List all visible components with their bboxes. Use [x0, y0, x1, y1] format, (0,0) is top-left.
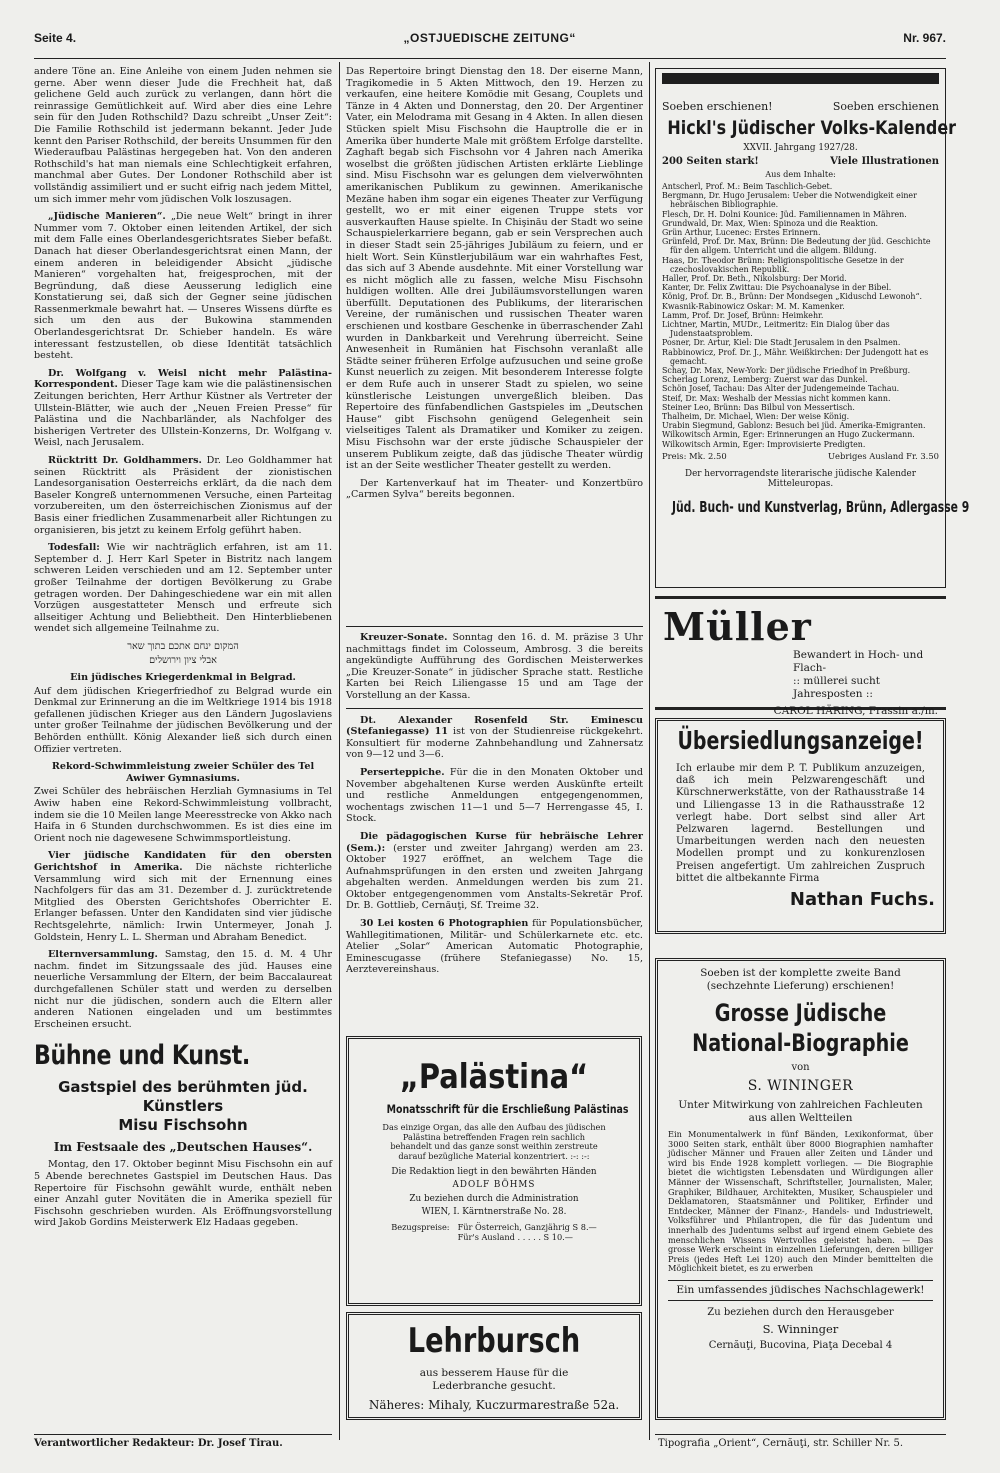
article-schwimm-text: Zwei Schüler des hebräischen Herzliah Gymnasiums in Tel Awiw haben eine Rekord-Schwimmleistung vollbracht, indem sie die 10 Meilen lange Meeresstrecke von Akko nach Haifa in 6 Stunden durchschwommen. Es ist dies eine im Orient noch nie dagewesene Schwimmsportleistung.	[34, 786, 332, 844]
hebrew-line-2: אבלי ציון וירושלים	[149, 654, 217, 666]
notice-kurse-text: (erster und zweiter Jahrgang) werden am 23. Oktober 1927 eröffnet, an welchem Tage die Aufnahmsprüfungen in den ersten und zweiten Jahrgang abgehalten werden. Anmeldungen werden bis zum 21. Oktober entgegengenommen vom Anstalts-Sekretär Prof. Dr. B. Gottlieb, Cernăuţi, Sf. Treime 32.	[346, 842, 643, 912]
notice-sonate	[346, 632, 643, 702]
ad-hickl-publisher: Jüd. Buch- und Kunstverlag, Brünn, Adlergasse 9	[671, 497, 970, 516]
section-sub-3: Im Festsaale des „Deutschen Hauses“.	[53, 1140, 313, 1155]
ad-hickl-prices	[662, 451, 939, 461]
hickl-item: Bergmann, Dr. Hugo Jerusalem: Ueber die Notwendigkeit einer hebräischen Bibliographie.	[662, 191, 917, 210]
ad-palaestina-prices	[363, 1223, 625, 1242]
article-goldhammer-text: Dr. Leo Goldhammer hat seinen Rücktritt als Präsident der zionistischen Landesorganisation Oesterreichs erklärt, da die nach dem Baseler Kongreß unternommenen Versuche, einen Parteitag vorzubereiten, um den österreichischen Zionismus auf der Basis einer friedlichen Zusammenarbeit aller Richtungen zu organisieren, bis jetzt zu keinem Erfolg geführt haben.	[34, 455, 332, 536]
column-rule-1	[339, 62, 340, 1440]
col2-rule	[346, 626, 643, 627]
column-rule-2	[649, 62, 650, 1440]
hickl-item: Schay, Dr. Max, New-York: Der jüdische Friedhof in Preßburg.	[662, 366, 911, 376]
editor-footer: Verantwortlicher Redakteur: Dr. Josef Tirau.	[34, 1438, 283, 1449]
ad-palaestina-via: Zu beziehen durch die Administration	[409, 1194, 579, 1205]
hickl-item: Antscherl, Prof. M.: Beim Taschlich-Gebet.	[662, 182, 833, 191]
hickl-item: Grundwald, Dr. Max, Wien: Spinoza und die Reaktion.	[662, 218, 879, 228]
ad-palaestina	[346, 1036, 642, 1306]
page-number: Seite 4.	[34, 31, 77, 45]
hebrew-line-1: המקום ינחם אתכם בתוך שאר	[127, 640, 239, 652]
ad-biographie	[655, 958, 946, 1420]
ad-hickl-ill: Viele Illustrationen	[830, 156, 939, 168]
hickl-item: Wilkowitsch Armin, Eger: Improvisierte Predigten.	[662, 439, 866, 449]
ad-biographie-via: Zu beziehen durch den Herausgeber	[707, 1306, 894, 1318]
price-label: Bezugspreise:	[391, 1222, 450, 1232]
notice-sonate-text: Sonntag den 16. d. M. präzise 3 Uhr nachmittags findet im Colosseum, Ambrosg. 3 die bereits angekündigte Aufführung des Gordischen Meisterwerkes „Die Kreuzer-Sonate“ in jüdischer Sprache statt. Restliche Karten bei Reich Liliengasse 15 und am Tage der Vorstellung an der Kassa.	[346, 632, 643, 701]
notice-rosenfeld	[346, 715, 643, 761]
ad-uebersiedlung	[655, 718, 946, 934]
article-todesfall	[34, 542, 332, 635]
article-todesfall-head: Todesfall:	[48, 542, 100, 554]
divider	[346, 708, 643, 709]
hickl-item: Scherlag Lorenz, Lemberg: Zuerst war das Dunkel.	[662, 375, 868, 385]
hickl-item: Schön Josef, Tachau: Das Alter der Judengemeinde Tachau.	[662, 384, 900, 394]
hickl-item: Flesch, Dr. H. Dolni Kounice: Jüd. Familiennamen in Mähren.	[662, 209, 907, 219]
ad-uebersiedlung-text: Ich erlaube mir dem P. T. Publikum anzuzeigen, daß ich mein Pelzwarengeschäft und Kürschnerwerkstätte, von der Rathausstraße 14 und Liliengasse 13 in die Rathausstraße 12 verlegt habe. Dort selbst sind aller Art Pelzwaren lagernd. Bestellungen und Umarbeitungen werden nach den neuesten Modellen prompt und zu konkurenzlosen Preisen angefertigt. Um zahlreichen Zuspruch bittet die altbekannte Firma	[676, 763, 925, 884]
masthead	[34, 28, 946, 48]
article-karten: Der Kartenverkauf hat im Theater- und Konzertbüro „Carmen Sylva“ bereits begonnen.	[346, 477, 643, 501]
newspaper-title: „OSTJUEDISCHE ZEITUNG“	[403, 31, 576, 45]
hickl-item: Steif, Dr. Max: Weshalb der Messias nicht kommen kann.	[662, 393, 891, 403]
divider	[668, 1280, 933, 1281]
article-kandidaten-head: Vier jüdische Kandidaten für den obersten Gerichtshof in Amerika.	[34, 850, 332, 873]
hickl-item: Haas, Dr. Theodor Brünn: Religionspolitische Gesetze in der czechoslovakischen Republik.	[662, 255, 904, 274]
column-2-notices	[346, 632, 643, 1032]
soon-left: Soeben erschienen!	[662, 100, 773, 113]
ad-biographie-address: Cernăuţi, Bucovina, Piaţa Decebal 4	[708, 1339, 893, 1351]
ad-hickl-contents: Aus dem Inhalte:	[765, 169, 836, 180]
article-belgrad-head: Ein jüdisches Kriegerdenkmal in Belgrad.	[70, 672, 296, 684]
ad-biographie-title1: Grosse Jüdische	[714, 999, 887, 1028]
notice-rosenfeld-head: Dt. Alexander Rosenfeld Str. Eminescu (Stefaniegasse) 11	[346, 714, 643, 738]
hickl-item: Posner, Dr. Artur, Kiel: Die Stadt Jerusalem in den Psalmen.	[662, 338, 901, 348]
hickl-item: Steiner Leo, Brünn: Das Bilbul von Messertisch.	[662, 402, 855, 412]
article-manieren-text: „Die neue Welt“ bringt in ihrer Nummer vom 7. Oktober einen leitenden Artikel, der sich mit dem Falle eines Oberlandesgerichtsrates Sieber befaßt. Danach hat dieser Oberlandesgerichtsrat einen Mann, der einem anderen in beleidigender Absicht „jüdische Manieren“ vorgehalten hat, freigesprochen, mit der Begründung, daß diese Aeusserung lediglich eine Konstatierung sei, daß sich der Gegner seine jüdischen Rassenmerkmale bewahrt hat. — Unseres Wissens dürfte es sich um den aus der Bukowina stammenden Oberlandesgerichtsrat Dr. Schieber handeln. Es wäre interessant festzustellen, ob diese Identität tatsächlich besteht.	[34, 211, 332, 362]
ad-hickl-year: XXVII. Jahrgang 1927/28.	[743, 143, 858, 153]
ad-palaestina-edit: Die Redaktion liegt in den bewährten Händen	[391, 1167, 597, 1178]
notice-perser	[346, 767, 643, 825]
soon-right: Soeben erschienen	[832, 100, 939, 113]
price-lines	[458, 1223, 597, 1242]
ad-hickl	[655, 68, 970, 588]
article-manieren-head: „Jüdische Manieren“.	[48, 211, 166, 223]
ad-hickl-price2: Uebriges Ausland Fr. 3.50	[827, 450, 939, 461]
column-1	[34, 66, 332, 1446]
ad-hickl-meta	[662, 156, 939, 167]
ad-hickl-title: Hickl's Jüdischer Volks-Kalender	[667, 117, 957, 139]
ad-biographie-author: S. WININGER	[747, 1078, 854, 1095]
article-weisl-text: Dieser Tage kam wie die palästinensischen Zeitungen berichten, Herr Arthur Küstner als Vertreter der Ullstein-Blätter, wie auch der „Neuen Freien Presse“ für Palästina und die Nachbarländer, als Nachfolger des bisherigen Vertreter des Ullstein-Konzerns, Dr. Wolfgang v. Weisl, nach Jerusalem.	[34, 379, 332, 449]
ad-mueller-line2: :: müllerei sucht Jahresposten ::	[793, 675, 881, 700]
black-bar	[662, 73, 939, 84]
article-eltern	[34, 949, 332, 1030]
article-schwimm-head: Rekord-Schwimmleistung zweier Schüler des Tel Awiwer Gymnasiums.	[51, 761, 315, 784]
notice-perser-text: Für die in den Monaten Oktober und November abgehaltenen Kurse werden Auskünfte erteilt und restliche Anmeldungen entgegengenommen, wochentags zwischen 11—1 und 5—7 Herrengasse 45, I. Stock.	[346, 766, 643, 825]
ad-biographie-name: S. Winninger	[762, 1321, 839, 1336]
article-eltern-text: Samstag, den 15. d. M. 4 Uhr nachm. findet im Sitzungssaale des jüd. Hauses eine neuerliche Versammlung der Eltern, der beim Baccalaureat durchgefallenen Schüler statt und werden zu derselben nicht nur die jüdischen, sondern auch die Eltern aller anderen Nationen eingeladen und um bestimmtes Erscheinen ersucht.	[34, 949, 332, 1030]
hickl-item: Kanter, Dr. Felix Zwittau: Die Psychoanalyse in der Bibel.	[662, 283, 892, 293]
article-rothschild: andere Töne an. Eine Anleihe von einem Juden nehmen sie gerne. Aber wenn dieser Jude die Frechheit hat, daß gelichene Geld auch zurück zu verlangen, dann hört die reinrassige Gemütlichkeit auf. Wird aber dies eine Lehre sein für den Juden Rothschild? Dazu schreibt „Unser Zeit“: Die Familie Rothschild ist jedermann bekannt. Jeder Jude kennt den Pariser Rothschild, der bereits Unsummen für den Wiederaufbau Palästinas hergegeben hat. Von den anderen Rothschild's hat man niemals eine Schlechtigkeit erfahren, manchmal aber Gutes. Der Londoner Rothschild aber ist vollständig assimiliert und er sucht eifrig nach jedem Mittel, um sich immer mehr vom jüdischen Volk loszusagen.	[34, 66, 332, 205]
hickl-item: Kwasnik-Rabinowicz Oskar: M. M. Kamenker.	[662, 301, 845, 311]
ad-biographie-title2: National-Biographie	[692, 1029, 909, 1058]
article-goldhammer-head: Rücktritt Dr. Goldhammers.	[48, 455, 202, 466]
hickl-item: Lichtner, Martin, MUDr., Leitmeritz: Ein Dialog über das Judenstaatsproblem.	[662, 320, 890, 339]
article-todesfall-text: Wie wir nachträglich erfahren, ist am 11. September d. J. Herr Karl Speter in Bistritz nach langem schweren Leiden verschieden und am 12. September unter großer Teilnahme der dortigen Bevölkerung zu Grabe getragen worden. Der Dahingeschiedene war ein mit allen Vorzügen ausgestatteter Mensch und erfreute sich allseitiger Achtung und Beliebtheit. Den Hinterbliebenen wendet sich allgemeine Teilnahme zu.	[34, 542, 332, 635]
section-sub-2: Misu Fischsohn	[118, 1116, 248, 1135]
ad-lehrbursch	[346, 1312, 642, 1420]
hickl-item: Urabin Siegmund, Gablonz: Besuch bei jüd. Amerika-Emigranten.	[662, 421, 926, 431]
article-kandidaten-text: Die nächste richterliche Versammlung wird sich mit der Ernennung eines Nachfolgers für das am 31. Dezember d. J. zurücktretende Mitglied des Obersten Gerichtshofes Oberrichter E. Erlanger befassen. Unter den Kandidaten sind vier jüdische Rechtsgelehrte, nämlich: Irwin Untermeyer, Jonah J. Goldstein, Henry L. L. Sherman und Abraham Benedict.	[34, 862, 332, 943]
article-fischsohn-1: Montag, den 17. Oktober beginnt Misu Fischsohn ein auf 5 Abende berechnetes Gastspiel im Deutschen Haus. Das Repertoire für Fischsohn gewählt wurde, enthält neben einer Anzahl guter Novitäten die in Amerika speziell für Fischsohn geschrieben wurden. Als Eröffnungsvorstellung wird Jakob Gordins Meisterwerk Elz Hadaas gegeben.	[34, 1159, 332, 1229]
divider	[668, 1300, 933, 1301]
ad-uebersiedlung-title: Übersiedlungsanzeige!	[677, 726, 924, 755]
ad-mueller-title: Müller	[663, 604, 812, 649]
ad-lehrbursch-contact: Näheres: Mihaly, Kuczurmarestraße 52a.	[368, 1398, 620, 1412]
article-weisl	[34, 368, 332, 449]
ad-hickl-pages: 200 Seiten stark!	[662, 156, 759, 168]
hickl-item: Grünfeld, Prof. Dr. Max, Brünn: Die Bedeutung der jüd. Geschichte für den allgem. Unterricht und die allgem. Bildung.	[662, 237, 931, 256]
article-belgrad-text: Auf dem jüdischen Kriegerfriedhof zu Belgrad wurde ein Denkmal zur Erinnerung an die im Weltkriege 1914 bis 1918 gefallenen jüdischen Krieger aus den Ländern Jugoslaviens unter großer Teilnahme der jüdischen Bevölkerung und der Behörden enthüllt. König Alexander ließ sich durch einen Offizier vertreten.	[34, 685, 332, 755]
hickl-item: Wilkowitsch Armin, Eger: Erinnerungen an Hugo Zuckermann.	[662, 430, 915, 440]
notice-kurse-head: Die pädagogischen Kurse für hebräische Lehrer (Sem.):	[346, 830, 643, 854]
top-rule	[34, 58, 946, 59]
hickl-item: Haller, Prof. Dr. Beth., Nikolsburg: Der Morid.	[662, 274, 847, 284]
ad-mueller-name: CAROL HÄRING, Frassin a./m.	[773, 705, 938, 717]
ad-palaestina-text: Das einzige Organ, das alle den Aufbau des jüdischen Palästina betreffenden Fragen rein sachlich behandelt und das ganze sonst weithin zerstreute darauf bezügliche Material konzentriert. :-: :-:	[382, 1122, 606, 1161]
notice-perser-head: Perserteppiche.	[360, 766, 445, 778]
article-goldhammer	[34, 455, 332, 536]
ad-hickl-price: Preis: Mk. 2.50	[662, 450, 727, 461]
section-sub-1: Gastspiel des berühmten jüd. Künstlers	[58, 1078, 308, 1116]
notice-rosenfeld-text: ist von der Studienreise rückgekehrt. Konsultiert für moderne Zahnbehandlung und Zahnersatz von 9—12 und 3—6.	[346, 726, 643, 761]
ad-mueller-line1: Bewandert in Hoch- und Flach-	[793, 649, 924, 674]
ad-biographie-intro: Soeben ist der komplette zweite Band (sechzehnte Lieferung) erschienen!	[700, 967, 901, 992]
hickl-item: Thalheim, Dr. Michael, Wien: Der weise König.	[662, 412, 850, 422]
ad-palaestina-address: WIEN, I. Kärntnerstraße No. 28.	[421, 1206, 567, 1217]
hickl-item: Lamm, Prof. Dr. Josef, Brünn: Heimkehr.	[662, 310, 824, 320]
article-eltern-head: Elternversammlung.	[48, 949, 158, 961]
ad-palaestina-subtitle: Monatsschrift für die Erschließung Palästinas	[386, 1102, 629, 1116]
ad-biographie-von: von	[791, 1062, 810, 1074]
article-repertoire: Das Repertoire bringt Dienstag den 18. Der eiserne Mann, Tragikomedie in 5 Akten Mittwoch, den 19. Herzen zu verkaufen, eine heitere Komödie mit Gesang, Couplets und Tänze in 4 Akten und Donnerstag, den 20. Der Argentiner Vater, ein Melodrama mit Gesang in 4 Akten. In allen diesen Stücken spielt Misu Fischsohn die Hauptrolle die er in Amerika über hunderte Male mit größtem Erfolge darstellte. Zaghaft begab sich Fischsohn vor 4 Jahren nach Amerika woselbst die größten jüdischen Artisten erklärte Lieblinge sind. Misu Fischsohn war es gelungen dem vielverwöhnten amerikanischen Publikum zu gewinnen. Amerikanische Mezäne haben ihm sogar ein eigenes Theater zur Verfügung gestellt, wo er mit einer eigenen Truppe stets vor ausverkauften Hause spielte. In Chişinău der Stadt wo seine Schauspielerkarriere begann, gab er sein Versprechen auch in dieser Stadt sein 25-jähriges Jubiläum zu feiern, und er hielt Wort. Sein Künstlerjubiläum war ein wahrhaftes Fest, das sich auf 3 Abende ausdehnte. Mit einer Vorstellung war es nicht möglich alle zu fassen, welche Misu Fischsohn huldigen wollten. Alle drei Jubiläumsvorstellungen waren überfüllt. Deputationen des Publikums, der literarischen Vereine, der rumänischen und russischen Theater waren erschienen und kostbare Geschenke in überraschender Zahl wurden in Dankbarkeit und Verehrung überreicht. Seine Anwesenheit in Rumänien hat Fischsohn veranlaßt alle Städte seiner früheren Erfolge aufzusuchen und seine große Kunst neuerlich zu zeigen. Mit besonderem Interesse folgte er dem Rufe auch in unserer Stadt zu spielen, wo seine künstlerische Leistungen unvergeßlich bleiben. Das Repertoire des fünfabendlichen Gastspieles im „Deutschen Hause“ gibt Fischsohn genügend Gelegenheit sein vielseitiges Talent als Dramatiker und Komiker zu zeigen. Misu Fischsohn war der erste jüdische Schauspieler der unserem Publikum zeigte, daß das jüdische Theater würdig ist an der Seite westlicher Theater gestellt zu werden.	[346, 66, 643, 472]
price-2: Für's Ausland . . . . . S 10.—	[457, 1231, 573, 1242]
footer-rule-3	[655, 1434, 946, 1435]
ad-hickl-items	[662, 182, 939, 449]
hickl-item: König, Prof. Dr. B., Brünn: Der Mondsegen „Kiduschd Lewonoh“.	[662, 292, 923, 302]
ad-uebersiedlung-name: Nathan Fuchs.	[789, 889, 935, 911]
notice-photo-text: für Populationsbücher, Wahllegitimationen, Militär- und Schülerkarnete etc. etc. Atelier „Solar“ American Automatic Photographie, Eminescugasse (frühere Stefaniegasse) No. 15, Aerztevereinshaus.	[346, 918, 643, 976]
hickl-item: Grün Arthur, Lucenec: Erstes Erinnern.	[662, 228, 821, 238]
ad-hickl-best: Der hervorragendste literarische jüdische Kalender Mitteleuropas.	[685, 468, 916, 490]
notice-photo-head: 30 Lei kosten 6 Photographien	[360, 918, 529, 930]
ad-biographie-text: Ein Monumentalwerk in fünf Bänden, Lexikonformat, über 3000 Seiten stark, enthält über 8000 Biographien namhafter jüdischer Männer und Frauen aller Zeiten und Länder und wird bis Ende 1928 komplett vorliegen. — Die Biographie bietet die wichtigsten Lebensdaten und Würdigungen aller Männer der Wissenschaft, Schriftsteller, Journalisten, Maler, Graphiker, Bildhauer, Architekten, Musiker, Schauspieler und Deklamatoren, Staatsmänner und Politiker, Erfinder und Entdecker, Männer der Finanz-, Handels- und Industriewelt, Volksführer und Philantropen, die für das Judentum und innerhalb des Judentums selbst auf irgend einem Gebiete des menschlichen Wissens Wertvolles geleistet haben. — Das grosse Werk erscheint in einzelnen Lieferungen, deren billiger Preis (jedes Heft Lei 120) auch den Minder bemittelten die Möglichkeit bietet, es zu erwerben	[668, 1129, 933, 1274]
ad-biographie-tagline: Ein umfassendes jüdisches Nachschlagewerk!	[676, 1283, 925, 1296]
hickl-item: Rabbinowicz, Prof. Dr. J., Mähr. Weißkirchen: Der Judengott hat es gemacht.	[662, 347, 929, 366]
ad-lehrbursch-title: Lehrbursch	[407, 1321, 581, 1361]
ad-palaestina-editor: ADOLF BÖHMS	[452, 1179, 536, 1190]
ad-palaestina-title: „Palästina“	[399, 1057, 589, 1097]
article-weisl-head: Dr. Wolfgang v. Weisl nicht mehr Palästina-Korrespondent.	[34, 367, 332, 391]
price-1: Für Österreich, Ganzjährig S 8.—	[457, 1222, 597, 1232]
notice-kurse	[346, 831, 643, 912]
notice-sonate-head: Kreuzer-Sonate.	[360, 632, 448, 643]
section-title: Bühne und Kunst.	[34, 1040, 250, 1072]
ad-biographie-collab: Unter Mitwirkung von zahlreichen Fachleuten aus allen Weltteilen	[678, 1099, 923, 1124]
article-manieren	[34, 211, 332, 362]
ad-hickl-soon	[662, 100, 939, 113]
article-kandidaten	[34, 850, 332, 943]
footer-rule-1	[34, 1434, 332, 1435]
ad-mueller	[655, 596, 946, 717]
notice-photo	[346, 918, 643, 976]
issue-number: Nr. 967.	[903, 31, 946, 45]
ad-lehrbursch-text: aus besserem Hause für die Lederbranche gesucht.	[419, 1367, 569, 1392]
printer-footer: Tipografia „Orient“, Cernăuţi, str. Schiller Nr. 5.	[658, 1438, 904, 1449]
